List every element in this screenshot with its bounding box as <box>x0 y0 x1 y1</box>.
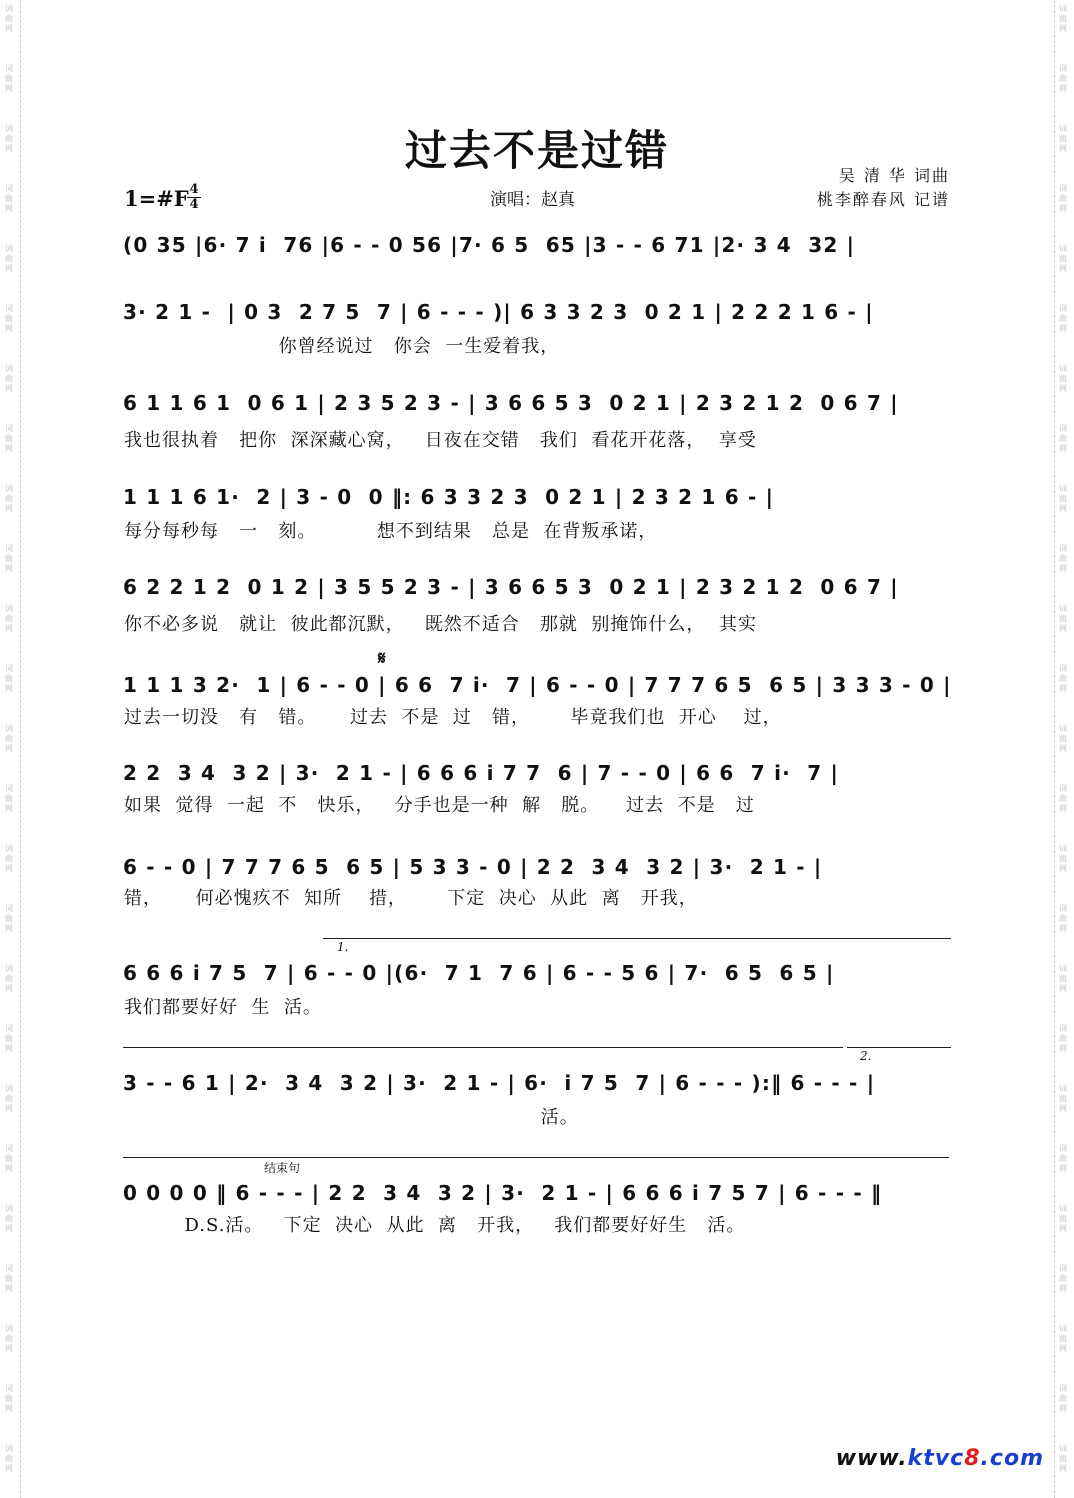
score-row-notes: 0 0 0 0 ‖ 6 - - - | 2 2 3 4 3 2 | 3· 2 1 - | 6 6 6 i 7 5 7 | 6 - - - ‖ <box>123 1181 883 1205</box>
watermark-mark: 词曲网 <box>5 124 13 153</box>
score-row-notes: 1 1 1 3 2· 1 | 6 - - 0 | 6 6 7 i· 7 | 6 - - 0 | 7 7 7 6 5 6 5 | 3 3 3 - 0 | <box>123 673 952 697</box>
watermark-mark: 词曲网 <box>1059 1204 1067 1233</box>
score-row-notes: 2 2 3 4 3 2 | 3· 2 1 - | 6 6 6 i 7 7 6 | 7 - - 0 | 6 6 7 i· 7 | <box>123 761 840 785</box>
watermark-mark: 词曲网 <box>5 1264 13 1293</box>
watermark-mark: 词曲网 <box>1059 124 1067 153</box>
watermark-mark: 词曲网 <box>1059 964 1067 993</box>
time-signature: 4 4 <box>186 183 202 212</box>
watermark-mark: 词曲网 <box>5 1024 13 1053</box>
score-row-notes: 1 1 1 6 1· 2 | 3 - 0 0 ‖: 6 3 3 2 3 0 2 1 | 2 3 2 1 6 - | <box>123 485 775 509</box>
left-watermark-column <box>0 0 22 1498</box>
score-row-lyric: 每分每秒每 一 刻。 想不到结果 总是 在背叛承诺， <box>124 521 658 542</box>
score-row-lyric: 你曾经说过 你会 一生爱着我， <box>124 336 560 357</box>
watermark-mark: 词曲网 <box>5 64 13 93</box>
watermark-mark: 词曲网 <box>5 964 13 993</box>
right-watermark-column <box>1052 0 1074 1498</box>
watermark-mark: 词曲网 <box>1059 1084 1067 1113</box>
watermark-mark: 词曲网 <box>5 244 13 273</box>
score-row-notes: 6 2 2 1 2 0 1 2 | 3 5 5 2 3 - | 3 6 6 5 3 0 2 1 | 2 3 2 1 2 0 6 7 | <box>123 575 899 599</box>
watermark-mark: 词曲网 <box>5 844 13 873</box>
score-row-lyric: 过去一切没 有 错。 过去 不是 过 错， 毕竟我们也 开心 过， <box>124 707 782 728</box>
watermark-mark: 词曲网 <box>5 1084 13 1113</box>
score-row-lyric: 我们都要好好 生 活。 <box>124 997 322 1018</box>
watermark-mark: 词曲网 <box>1059 1444 1067 1473</box>
volta-2-label: 2. <box>860 1049 872 1063</box>
watermark-mark: 词曲网 <box>5 1144 13 1173</box>
transcriber-credit: 桃李醉春风 记谱 <box>816 190 950 209</box>
watermark-mark: 词曲网 <box>5 304 13 333</box>
score-row-lyric: 活。 <box>124 1107 579 1128</box>
watermark-mark: 词曲网 <box>1059 904 1067 933</box>
watermark-mark: 词曲网 <box>5 544 13 573</box>
ending-bracket <box>123 1157 949 1158</box>
watermark-mark: 词曲网 <box>5 784 13 813</box>
watermark-mark: 词曲网 <box>1059 1324 1067 1353</box>
score-row-lyric: 你不必多说 就让 彼此都沉默， 既然不适合 那就 别掩饰什么， 其实 <box>124 614 757 635</box>
score-row-lyric: 我也很执着 把你 深深藏心窝， 日夜在交错 我们 看花开花落， 享受 <box>124 430 757 451</box>
score-row-notes: 6 1 1 6 1 0 6 1 | 2 3 5 2 3 - | 3 6 6 5 3 0 2 1 | 2 3 2 1 2 0 6 7 | <box>123 391 899 415</box>
site-logo: www.ktvc8.com <box>835 1446 1044 1471</box>
segno-sign: 𝄋 <box>378 648 386 669</box>
watermark-mark: 词曲网 <box>1059 1024 1067 1053</box>
score-row-lyric: 错， 何必愧疚不 知所 措， 下定 决心 从此 离 开我， <box>124 888 698 909</box>
score-row-notes: 6 - - 0 | 7 7 7 6 5 6 5 | 5 3 3 - 0 | 2 2 3 4 3 2 | 3· 2 1 - | <box>123 855 823 879</box>
watermark-mark: 词曲网 <box>1059 1144 1067 1173</box>
watermark-mark: 词曲网 <box>1059 1384 1067 1413</box>
watermark-mark: 词曲网 <box>5 484 13 513</box>
watermark-mark: 词曲网 <box>1059 664 1067 693</box>
score-row-notes: 3 - - 6 1 | 2· 3 4 3 2 | 3· 2 1 - | 6· i 7 5 7 | 6 - - - ):‖ 6 - - - | <box>123 1071 876 1095</box>
watermark-mark: 词曲网 <box>5 364 13 393</box>
watermark-mark: 词曲网 <box>1059 64 1067 93</box>
lyricist-composer-credit: 吴 清 华 词曲 <box>838 166 950 185</box>
watermark-mark: 词曲网 <box>1059 184 1067 213</box>
watermark-mark: 词曲网 <box>1059 544 1067 573</box>
score-row-notes: 3· 2 1 - | 0 3 2 7 5 7 | 6 - - - )| 6 3 3 2 3 0 2 1 | 2 2 2 1 6 - | <box>123 300 874 324</box>
watermark-mark: 词曲网 <box>5 724 13 753</box>
singer-credit: 演唱：赵真 <box>490 190 575 210</box>
watermark-mark: 词曲网 <box>1059 304 1067 333</box>
key-signature: 1=#F <box>124 186 189 211</box>
watermark-mark: 词曲网 <box>5 1324 13 1353</box>
watermark-mark: 词曲网 <box>5 904 13 933</box>
watermark-mark: 词曲网 <box>5 184 13 213</box>
score-row-lyric: D.S.活。 下定 决心 从此 离 开我， 我们都要好好生 活。 <box>124 1215 746 1236</box>
ending-label: 结束句 <box>264 1161 301 1175</box>
volta-1-label: 1. <box>337 940 349 954</box>
watermark-mark: 词曲网 <box>5 424 13 453</box>
watermark-mark: 词曲网 <box>5 604 13 633</box>
score-row-lyric: 如果 觉得 一起 不 快乐， 分手也是一种 解 脱。 过去 不是 过 <box>124 795 755 816</box>
watermark-mark: 词曲网 <box>5 4 13 33</box>
watermark-mark: 词曲网 <box>1059 484 1067 513</box>
watermark-mark: 词曲网 <box>5 1444 13 1473</box>
score-row-notes: (0 35 |6· 7 i 76 |6 - - 0 56 |7· 6 5 65 |3 - - 6 71 |2· 3 4 32 | <box>123 233 856 257</box>
watermark-mark: 词曲网 <box>1059 244 1067 273</box>
volta-1-continuation <box>123 1047 843 1048</box>
watermark-mark: 词曲网 <box>1059 844 1067 873</box>
watermark-mark: 词曲网 <box>1059 784 1067 813</box>
watermark-mark: 词曲网 <box>5 1384 13 1413</box>
watermark-mark: 词曲网 <box>5 664 13 693</box>
watermark-mark: 词曲网 <box>1059 724 1067 753</box>
volta-1-bracket <box>323 938 951 939</box>
watermark-mark: 词曲网 <box>1059 604 1067 633</box>
watermark-mark: 词曲网 <box>1059 364 1067 393</box>
watermark-mark: 词曲网 <box>1059 4 1067 33</box>
score-row-notes: 6 6 6 i 7 5 7 | 6 - - 0 |(6· 7 1 7 6 | 6 - - 5 6 | 7· 6 5 6 5 | <box>123 961 835 985</box>
watermark-mark: 词曲网 <box>1059 1264 1067 1293</box>
song-title: 过去不是过错 <box>404 126 669 175</box>
watermark-mark: 词曲网 <box>5 1204 13 1233</box>
watermark-mark: 词曲网 <box>1059 424 1067 453</box>
volta-2-bracket <box>847 1047 951 1048</box>
